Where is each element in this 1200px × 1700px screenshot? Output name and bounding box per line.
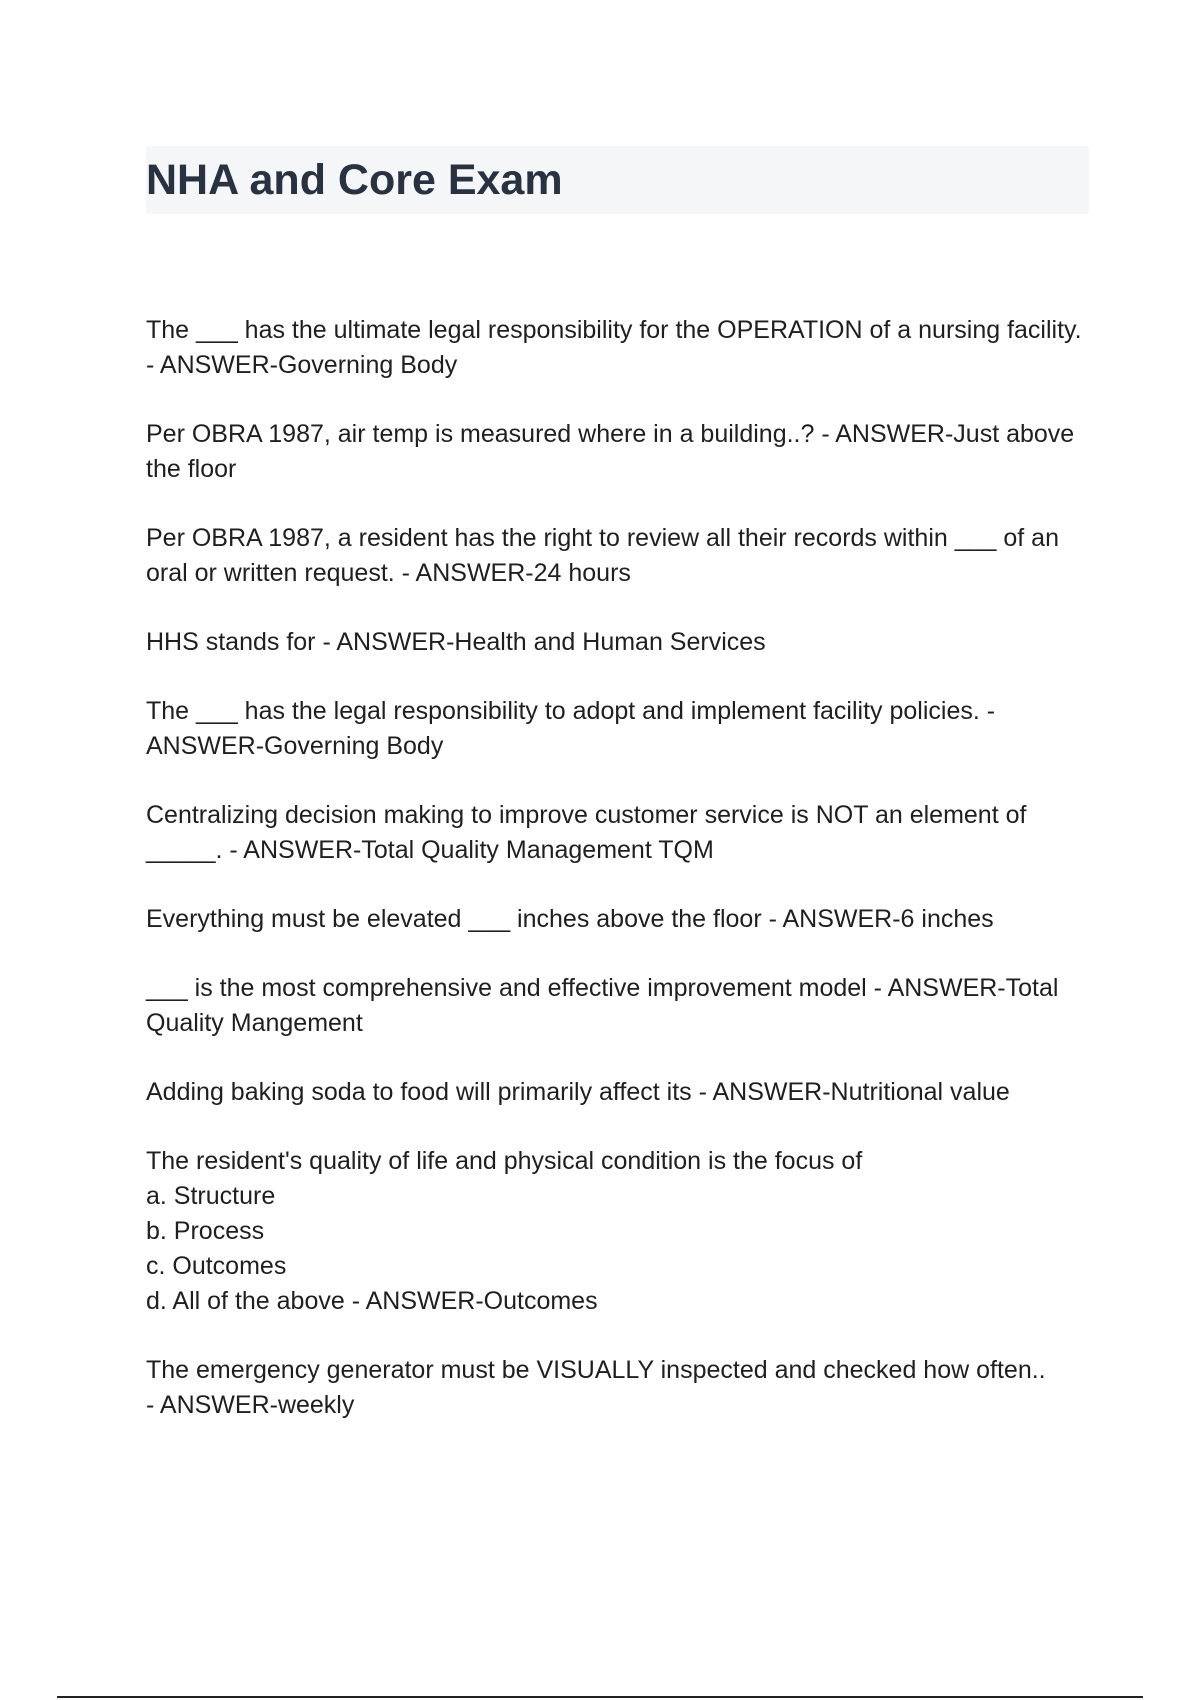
page-title: NHA and Core Exam [146,156,563,204]
qa-item: The ___ has the ultimate legal responsibility for the OPERATION of a nursing facility. - ANSWER-Governing Body [146,316,1082,379]
qa-item: HHS stands for - ANSWER-Health and Human Services [146,628,766,656]
footer-divider [57,1696,1143,1698]
qa-item: ___ is the most comprehensive and effective improvement model - ANSWER-Total Quality Mangement [146,974,1059,1037]
qa-list [146,313,1091,1457]
qa-item: The emergency generator must be VISUALLY inspected and checked how often.. - ANSWER-weekly [146,1356,1046,1419]
qa-item: Per OBRA 1987, air temp is measured where in a building..? - ANSWER-Just above the floor [146,420,1075,483]
qa-item: The resident's quality of life and physical condition is the focus of a. Structure b. Process c. Outcomes d. All of the above - ANSWER-Outcomes [146,1147,863,1315]
qa-item: Adding baking soda to food will primarily affect its - ANSWER-Nutritional value [146,1078,1010,1106]
title-banner [146,146,1089,214]
qa-item: The ___ has the legal responsibility to adopt and implement facility policies. - ANSWER-Governing Body [146,697,996,760]
qa-item: Centralizing decision making to improve customer service is NOT an element of _____. - ANSWER-Total Quality Management TQM [146,801,1027,864]
qa-item: Per OBRA 1987, a resident has the right to review all their records within ___ of an oral or written request. - ANSWER-24 hours [146,524,1059,587]
qa-item: Everything must be elevated ___ inches above the floor - ANSWER-6 inches [146,905,994,933]
